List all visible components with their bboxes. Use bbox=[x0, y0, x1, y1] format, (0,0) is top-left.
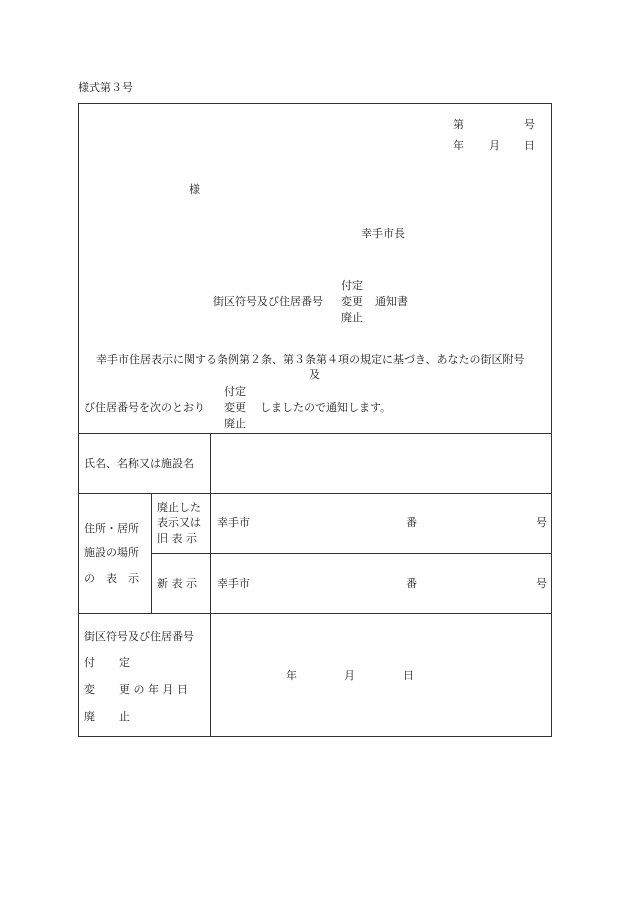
date-month: 月 bbox=[489, 139, 500, 152]
date-label-3a: 変 bbox=[84, 683, 95, 696]
date-label-3b: 更 の 年 月 日 bbox=[119, 683, 188, 696]
date-label-1: 街区符号及び住居番号 bbox=[84, 630, 194, 643]
old-block-suffix: 番 bbox=[406, 516, 417, 529]
body-line-2-suffix: しましたので通知します。 bbox=[260, 401, 392, 414]
date-label-2a: 付 bbox=[84, 656, 95, 669]
body-line-1-cont: 及 bbox=[309, 368, 320, 381]
new-house-suffix: 号 bbox=[536, 577, 547, 590]
address-label-1: 住所・居所 bbox=[84, 522, 139, 535]
address-label-2: 施設の場所 bbox=[84, 546, 139, 559]
old-display-label-2: 表示又は bbox=[157, 516, 201, 529]
effective-date-day: 日 bbox=[403, 669, 414, 682]
body-line-2-prefix: び住居番号を次のとおり bbox=[84, 401, 205, 414]
address-label-3: の 表 示 bbox=[84, 572, 139, 585]
date-label-4b: 止 bbox=[119, 710, 130, 723]
effective-date-month: 月 bbox=[344, 669, 355, 682]
issuer: 幸手市長 bbox=[361, 227, 405, 240]
date-label-2b: 定 bbox=[119, 656, 130, 669]
divider-line bbox=[78, 433, 552, 434]
new-city: 幸手市 bbox=[217, 577, 250, 590]
old-house-suffix: 号 bbox=[536, 516, 547, 529]
divider-line bbox=[151, 493, 152, 613]
new-display-label: 新 表 示 bbox=[157, 577, 197, 590]
old-display-label-3: 旧 表 示 bbox=[157, 532, 197, 545]
body-line-1: 幸手市住居表示に関する条例第２条、第３条第４項の規定に基づき、あなたの街区附号 bbox=[96, 353, 525, 366]
date-day: 日 bbox=[524, 139, 535, 152]
form-number: 様式第３号 bbox=[78, 81, 133, 94]
number-suffix: 号 bbox=[524, 118, 535, 131]
effective-date-year: 年 bbox=[286, 669, 297, 682]
addressee-honorific: 様 bbox=[189, 183, 200, 196]
divider-line bbox=[78, 613, 552, 614]
title-suffix: 通知書 bbox=[375, 295, 408, 308]
body-option-assign: 付定 bbox=[224, 385, 246, 398]
old-display-label-1: 廃止した bbox=[157, 501, 201, 514]
number-prefix: 第 bbox=[453, 118, 464, 131]
divider-line bbox=[210, 433, 211, 737]
body-option-abolish: 廃止 bbox=[224, 417, 246, 430]
divider-line bbox=[78, 493, 552, 494]
new-block-suffix: 番 bbox=[406, 577, 417, 590]
body-option-change: 変更 bbox=[224, 401, 246, 414]
date-label-4a: 廃 bbox=[84, 710, 95, 723]
title-option-change: 変更 bbox=[341, 295, 363, 308]
title-option-abolish: 廃止 bbox=[341, 311, 363, 324]
document-title: 街区符号及び住居番号 bbox=[213, 295, 323, 308]
title-option-assign: 付定 bbox=[341, 279, 363, 292]
old-city: 幸手市 bbox=[217, 516, 250, 529]
name-label: 氏名、名称又は施設名 bbox=[84, 457, 194, 470]
date-year: 年 bbox=[453, 139, 464, 152]
divider-line bbox=[151, 553, 552, 554]
